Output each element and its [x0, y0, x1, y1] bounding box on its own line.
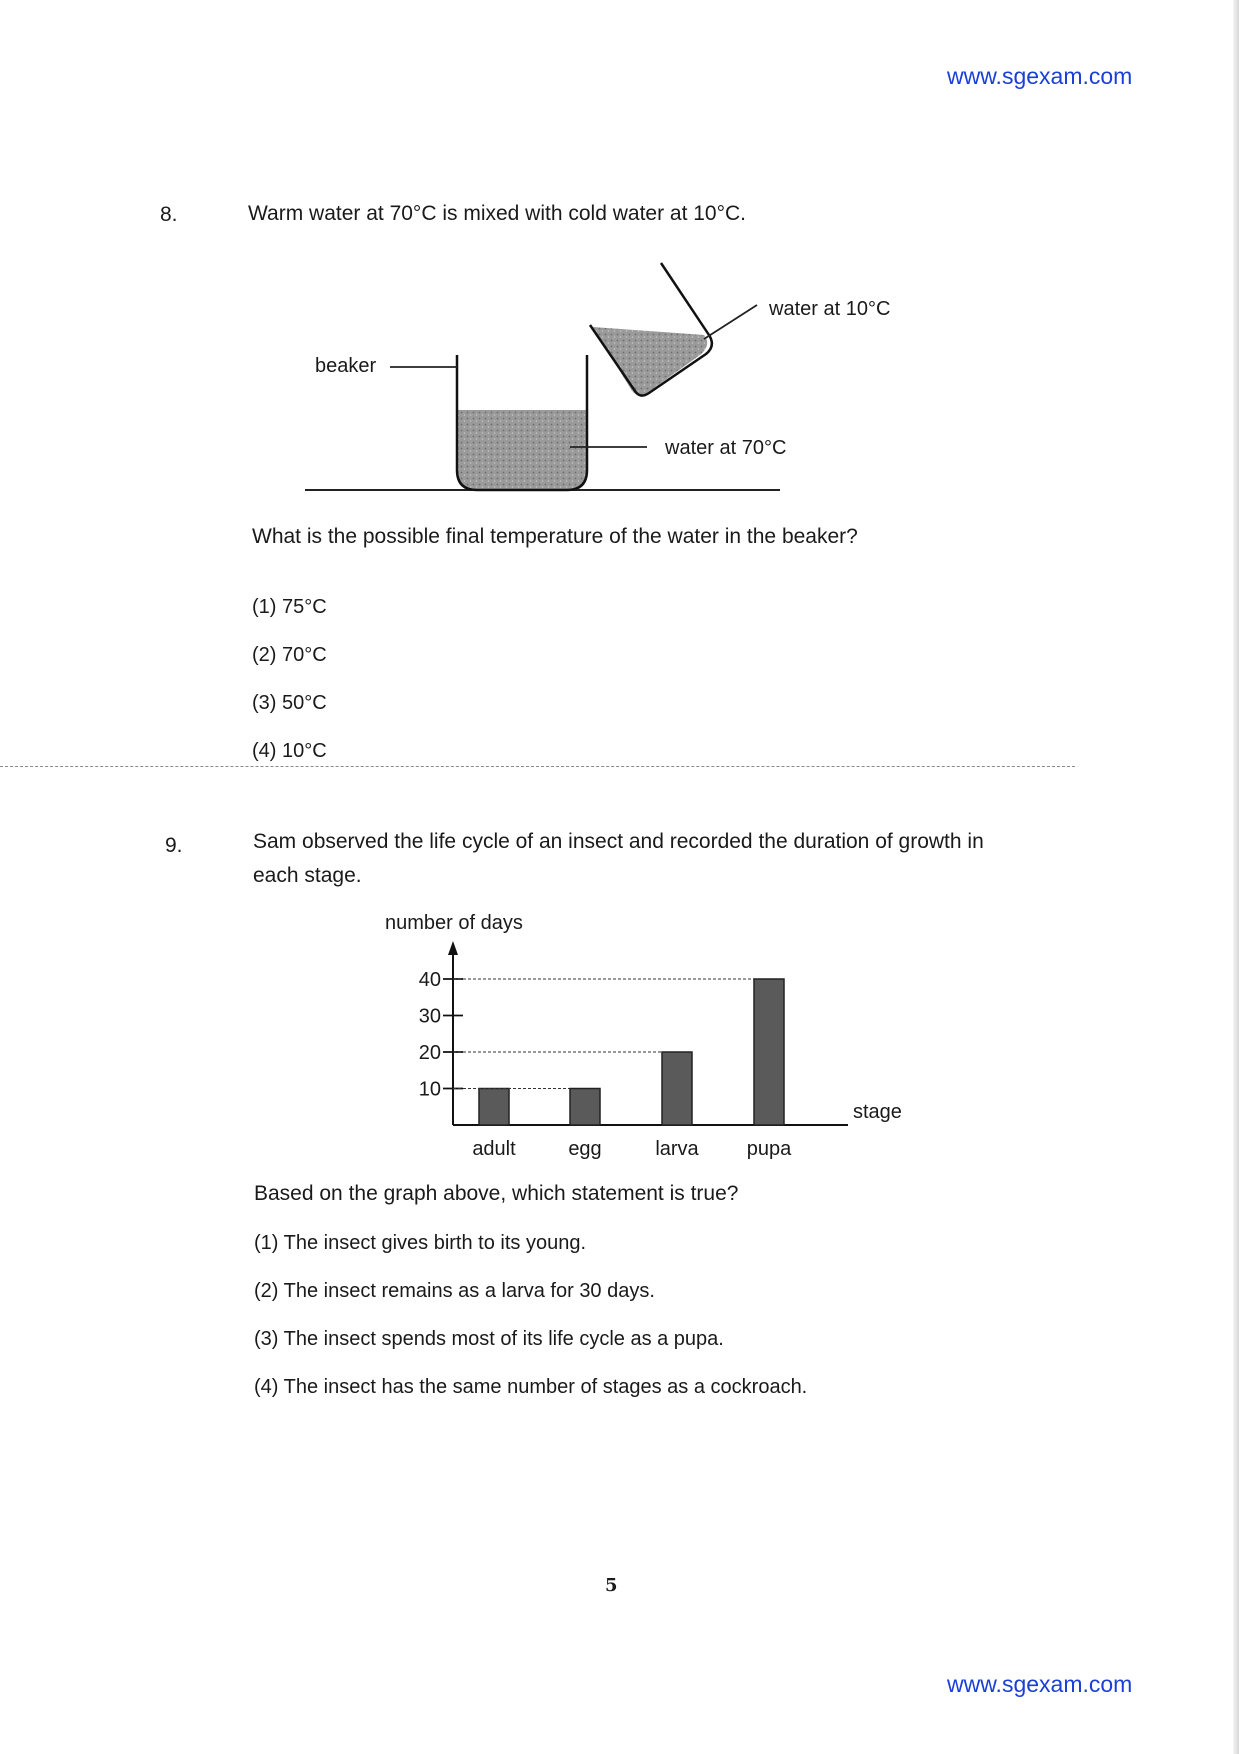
bar-adult [479, 1089, 509, 1126]
question-9-number: 9. [165, 834, 183, 857]
question-8-number: 8. [160, 203, 178, 226]
x-category-label-egg: egg [568, 1138, 602, 1160]
y-tick-label-20: 20 [418, 1042, 441, 1064]
question-8-prompt: What is the possible final temperature of the water in the beaker? [252, 525, 858, 548]
label-cold-water: water at 10°C [769, 298, 891, 320]
page-number: 5 [605, 1575, 618, 1596]
question-9-option-4[interactable]: (4) The insect has the same number of stages as a cockroach. [254, 1376, 808, 1398]
question-9-text-line-1: Sam observed the life cycle of an insect and recorded the duration of growth in [253, 830, 984, 853]
bar-larva [662, 1052, 692, 1125]
question-9-text-line-2: each stage. [253, 864, 362, 887]
question-8-text: Warm water at 70°C is mixed with cold water at 10°C. [248, 202, 747, 225]
x-axis-label: stage [853, 1101, 902, 1123]
question-9-option-3[interactable]: (3) The insect spends most of its life cycle as a pupa. [254, 1328, 724, 1350]
bar-pupa [754, 979, 784, 1125]
question-8-option-3[interactable]: (3) 50°C [252, 692, 327, 714]
bar-egg [570, 1089, 600, 1126]
y-axis-arrow [448, 941, 458, 955]
footer-site-link[interactable]: www.sgexam.com [947, 1671, 1133, 1697]
warm-water-fill [457, 410, 587, 490]
y-tick-label-40: 40 [418, 969, 441, 991]
x-category-label-adult: adult [472, 1138, 516, 1160]
question-8-option-2[interactable]: (2) 70°C [252, 644, 327, 666]
question-8-option-4[interactable]: (4) 10°C [252, 740, 327, 762]
question-9-option-1[interactable]: (1) The insect gives birth to its young. [254, 1232, 587, 1254]
beaker-diagram [280, 255, 940, 505]
header-site-link[interactable]: www.sgexam.com [947, 63, 1133, 89]
y-axis-label: number of days [385, 912, 523, 934]
label-warm-water: water at 70°C [665, 437, 787, 459]
life-cycle-bar-chart [370, 905, 930, 1165]
cold-water-fill [593, 327, 707, 395]
y-tick-label-30: 30 [418, 1005, 441, 1028]
question-9-option-2[interactable]: (2) The insect remains as a larva for 30 days. [254, 1280, 655, 1302]
question-separator [0, 766, 1075, 767]
x-category-label-pupa: pupa [746, 1138, 792, 1160]
y-tick-label-10: 10 [418, 1078, 441, 1101]
question-8-option-1[interactable]: (1) 75°C [252, 596, 327, 618]
x-category-label-larva: larva [655, 1138, 699, 1160]
label-beaker: beaker [315, 355, 377, 377]
page-edge-shadow [1233, 0, 1239, 1754]
question-9-prompt: Based on the graph above, which statement is true? [254, 1182, 739, 1205]
